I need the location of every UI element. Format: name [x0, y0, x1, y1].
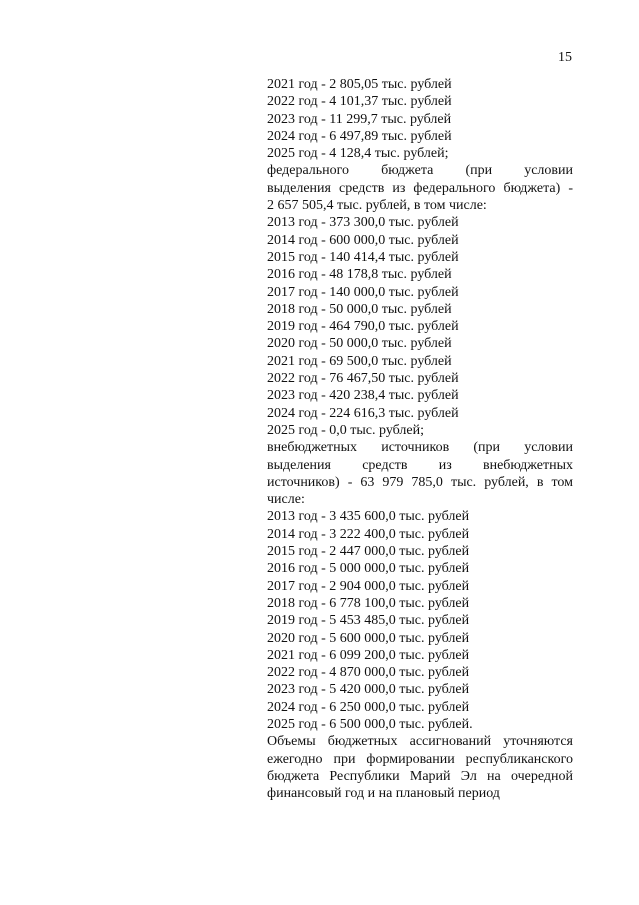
regional-year-line: 2024 год - 6 497,89 тыс. рублей [267, 128, 452, 144]
extrabudget-year-line: 2020 год - 5 600 000,0 тыс. рублей [267, 630, 470, 646]
extrabudget-total-line: числе: [267, 492, 305, 508]
regional-year-line: 2022 год - 4 101,37 тыс. рублей [267, 94, 452, 110]
extrabudget-year-line: 2019 год - 5 453 485,0 тыс. рублей [267, 613, 470, 629]
extrabudget-year-line: 2021 год - 6 099 200,0 тыс. рублей [267, 647, 470, 663]
federal-year-line: 2019 год - 464 790,0 тыс. рублей [267, 319, 459, 335]
federal-year-line: 2016 год - 48 178,8 тыс. рублей [267, 267, 452, 283]
extrabudget-year-line: 2023 год - 5 420 000,0 тыс. рублей [267, 682, 470, 698]
closing-paragraph-line: бюджета Республики Марий Эл на очередной [267, 768, 573, 784]
extrabudget-intro-line: выделения средств из внебюджетных [267, 457, 573, 473]
federal-year-line: 2017 год - 140 000,0 тыс. рублей [267, 284, 459, 300]
extrabudget-year-line: 2017 год - 2 904 000,0 тыс. рублей [267, 578, 470, 594]
extrabudget-year-line: 2018 год - 6 778 100,0 тыс. рублей [267, 595, 470, 611]
extrabudget-year-line: 2014 год - 3 222 400,0 тыс. рублей [267, 526, 470, 542]
extrabudget-year-line: 2016 год - 5 000 000,0 тыс. рублей [267, 561, 470, 577]
federal-intro-line: федерального бюджета (при условии [267, 163, 573, 179]
federal-year-line: 2022 год - 76 467,50 тыс. рублей [267, 371, 459, 387]
extrabudget-year-line: 2024 год - 6 250 000,0 тыс. рублей [267, 699, 470, 715]
federal-total-line: 2 657 505,4 тыс. рублей, в том числе: [267, 198, 487, 214]
page-number: 15 [558, 50, 572, 65]
extrabudget-year-line: 2013 год - 3 435 600,0 тыс. рублей [267, 509, 470, 525]
closing-paragraph-line: Объемы бюджетных ассигнований уточняются [267, 734, 573, 750]
federal-year-line: 2014 год - 600 000,0 тыс. рублей [267, 232, 459, 248]
closing-paragraph-line: ежегодно при формировании республиканского [267, 751, 573, 767]
closing-paragraph-line: финансовый год и на плановый период [267, 786, 500, 802]
extrabudget-intro-line: внебюджетных источников (при условии [267, 440, 573, 456]
extrabudget-intro-line: источников) - 63 979 785,0 тыс. рублей, в том [267, 474, 573, 490]
federal-year-line: 2015 год - 140 414,4 тыс. рублей [267, 249, 459, 265]
extrabudget-year-line: 2025 год - 6 500 000,0 тыс. рублей. [267, 716, 473, 732]
federal-year-line: 2021 год - 69 500,0 тыс. рублей [267, 353, 452, 369]
regional-year-line: 2021 год - 2 805,05 тыс. рублей [267, 77, 452, 92]
extrabudget-year-line: 2015 год - 2 447 000,0 тыс. рублей [267, 544, 470, 560]
regional-year-line: 2025 год - 4 128,4 тыс. рублей; [267, 146, 449, 162]
federal-year-line: 2025 год - 0,0 тыс. рублей; [267, 422, 425, 438]
federal-year-line: 2018 год - 50 000,0 тыс. рублей [267, 301, 452, 317]
federal-year-line: 2023 год - 420 238,4 тыс. рублей [267, 388, 459, 404]
federal-year-line: 2020 год - 50 000,0 тыс. рублей [267, 336, 452, 352]
federal-year-line: 2013 год - 373 300,0 тыс. рублей [267, 215, 459, 231]
federal-year-line: 2024 год - 224 616,3 тыс. рублей [267, 405, 459, 421]
regional-year-line: 2023 год - 11 299,7 тыс. рублей [267, 111, 452, 127]
federal-intro-line: выделения средств из федерального бюджета) - [267, 180, 573, 196]
extrabudget-year-line: 2022 год - 4 870 000,0 тыс. рублей [267, 665, 470, 681]
budget-text-block [267, 76, 573, 802]
